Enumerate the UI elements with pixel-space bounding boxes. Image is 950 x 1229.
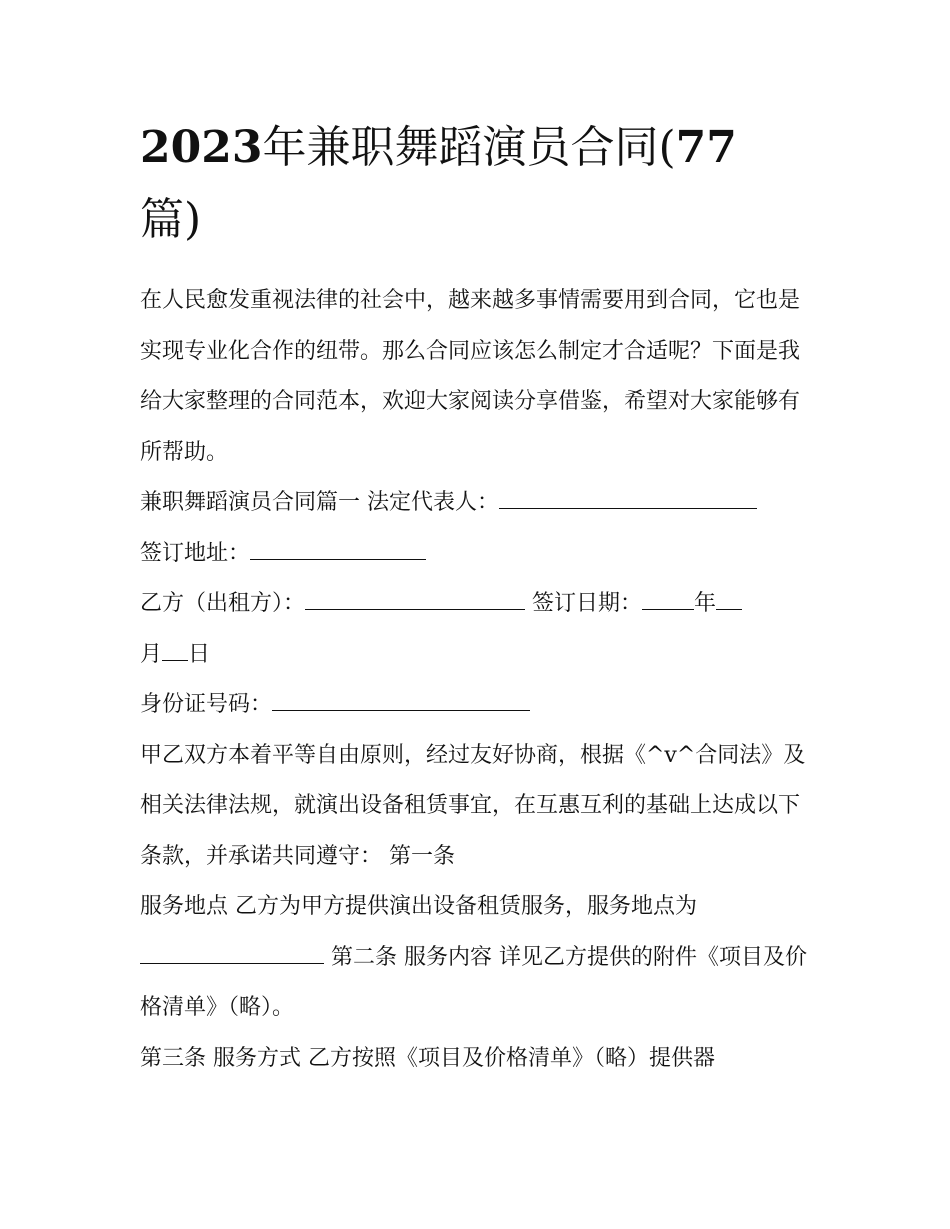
party-b-label: 乙方（出租方）： — [140, 591, 306, 616]
article-3-paragraph: 第三条 服务方式 乙方按照《项目及价格清单》（略）提供器 — [140, 1045, 715, 1071]
month-blank-a — [716, 589, 742, 610]
title-text: 年兼职舞蹈演员合同( — [262, 122, 676, 173]
month-label: 月 — [140, 641, 163, 667]
year-blank — [642, 589, 694, 610]
party-b-blank — [305, 589, 525, 610]
intro-paragraph: 在人民愈发重视法律的社会中，越来越多事情需要用到合同，它也是实现专业化合作的纽带。那么合同应该怎么制定才合适呢？下面是我给大家整理的合同范本，欢迎大家阅读分享借鉴，希望对大家能够有所帮助。 — [140, 288, 801, 465]
title-year: 2023 — [140, 122, 263, 173]
day-blank — [162, 640, 188, 661]
sign-place-label: 签订地址： — [140, 540, 251, 566]
sign-place-line — [140, 529, 820, 580]
id-number-label: 身份证号码： — [140, 692, 273, 717]
title-line-2: 篇) — [140, 194, 202, 245]
title-count: 77 — [675, 122, 737, 173]
document-title — [140, 112, 820, 256]
id-number-blank — [272, 690, 530, 711]
document-body — [140, 276, 820, 1084]
party-b-line — [140, 579, 820, 680]
representative-label: 兼职舞蹈演员合同篇一 法定代表人： — [140, 490, 499, 515]
service-place-blank — [140, 943, 324, 964]
article-2-text: 第二条 服务内容 详见乙方提供的附件《项目及价格清单》（略）。 — [140, 944, 807, 1020]
year-label: 年 — [694, 591, 717, 616]
id-number-line — [140, 680, 820, 731]
sign-date-label: 签订日期： — [532, 591, 643, 616]
article-1-2-paragraph — [140, 882, 820, 1034]
representative-blank — [499, 488, 757, 509]
representative-line — [140, 478, 820, 529]
principle-paragraph: 甲乙双方本着平等自由原则，经过友好协商，根据《^v^合同法》及相关法律法规，就演出设备租赁事宜，在互惠互利的基础上达成以下条款，并承诺共同遵守： 第一条 — [140, 742, 806, 869]
day-label: 日 — [188, 641, 211, 667]
article-1-text: 服务地点 乙方为甲方提供演出设备租赁服务，服务地点为 — [140, 894, 697, 919]
sign-place-blank — [250, 539, 426, 560]
